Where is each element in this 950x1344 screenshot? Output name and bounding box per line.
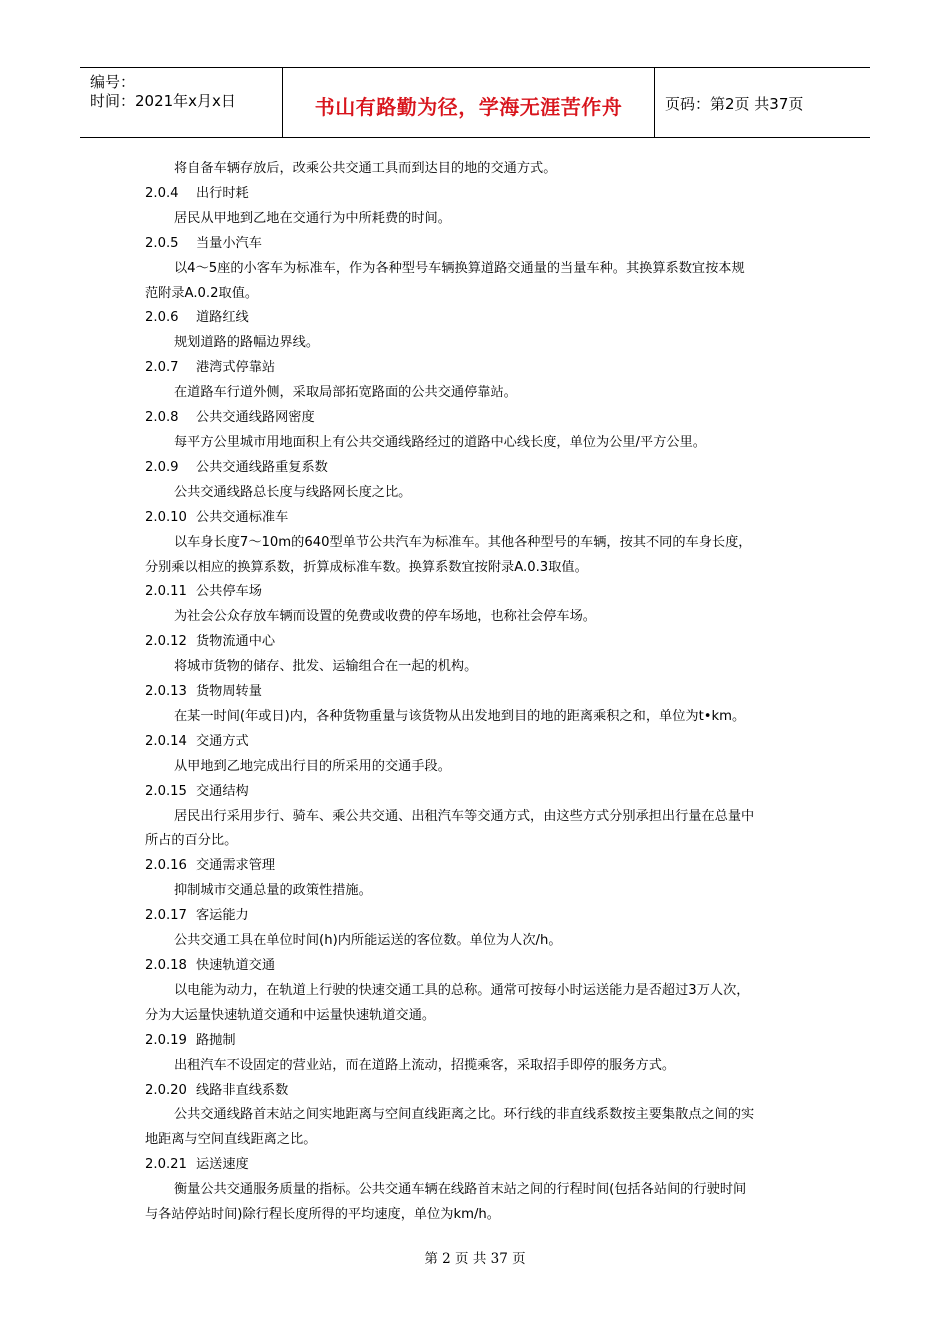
term-heading — [145, 306, 810, 331]
term-title: 交通方式 — [196, 733, 249, 749]
term-title: 交通结构 — [196, 783, 249, 799]
term-heading — [145, 406, 810, 431]
definition-paragraph: 出租汽车不设固定的营业站，而在道路上流动，招揽乘客，采取招手即停的服务方式。 — [174, 1057, 676, 1073]
term-number: 2.0.6 — [145, 310, 179, 326]
term-number: 2.0.9 — [145, 459, 179, 475]
term-number: 2.0.13 — [145, 684, 187, 700]
document-body — [145, 157, 810, 1228]
header-motto: 书山有路勤为径，学海无涯苦作舟 — [314, 95, 623, 119]
definition-paragraph: 每平方公里城市用地面积上有公共交通线路经过的道路中心线长度，单位为公里/平方公里。 — [174, 434, 706, 450]
header-page-info: 页码：第2页 共37页 — [665, 95, 804, 113]
term-heading — [145, 182, 810, 207]
header-page-cell — [655, 68, 870, 137]
definition-continuation: 地距离与空间直线距离之比。 — [145, 1132, 317, 1148]
term-number: 2.0.20 — [145, 1082, 187, 1098]
definition-paragraph: 公共交通工具在单位时间(h)内所能运送的客位数。单位为人次/h。 — [174, 933, 562, 949]
definition-paragraph: 以车身长度7～10m的640型单节公共汽车为标准车。其他各种型号的车辆，按其不同的车身长度， — [174, 534, 752, 550]
page-footer: 第 2 页 共 37 页 — [424, 1251, 526, 1267]
term-heading — [145, 506, 810, 531]
term-number: 2.0.19 — [145, 1032, 187, 1048]
term-title: 公共交通标准车 — [196, 509, 289, 525]
term-heading — [145, 630, 810, 655]
term-number: 2.0.16 — [145, 858, 187, 874]
definition-paragraph: 将城市货物的储存、批发、运输组合在一起的机构。 — [174, 659, 478, 675]
definition-paragraph: 在道路车行道外侧，采取局部拓宽路面的公共交通停靠站。 — [174, 385, 517, 401]
definition-paragraph: 衡量公共交通服务质量的指标。公共交通车辆在线路首末站之间的行程时间(包括各站间的行驶时间 — [174, 1182, 747, 1198]
header-meta-cell — [80, 68, 283, 137]
term-title: 道路红线 — [196, 310, 249, 326]
definition-continuation: 分别乘以相应的换算系数，折算成标准车数。换算系数宜按附录A.0.3取值。 — [145, 559, 588, 575]
term-number: 2.0.12 — [145, 634, 187, 650]
page-header — [80, 67, 870, 138]
term-number: 2.0.21 — [145, 1157, 187, 1173]
term-number: 2.0.7 — [145, 360, 179, 376]
definition-continuation: 范附录A.0.2取值。 — [145, 285, 259, 301]
definition-paragraph: 以4～5座的小客车为标准车，作为各种型号车辆换算道路交通量的当量车种。其换算系数宜按本规 — [174, 260, 745, 276]
term-heading — [145, 580, 810, 605]
term-number: 2.0.8 — [145, 410, 179, 426]
term-heading — [145, 680, 810, 705]
term-title: 公共停车场 — [196, 584, 262, 600]
term-heading — [145, 456, 810, 481]
term-heading — [145, 1029, 810, 1054]
term-heading — [145, 854, 810, 879]
definition-paragraph: 将自备车辆存放后，改乘公共交通工具而到达目的地的交通方式。 — [174, 161, 557, 176]
term-number: 2.0.11 — [145, 584, 187, 600]
date-label: 时间：2021年x月x日 — [90, 92, 236, 110]
definition-paragraph: 为社会公众存放车辆而设置的免费或收费的停车场地，也称社会停车场。 — [174, 609, 596, 625]
term-title: 运送速度 — [196, 1157, 249, 1173]
term-heading — [145, 356, 810, 381]
term-number: 2.0.4 — [145, 185, 179, 201]
definition-paragraph: 公共交通线路首末站之间实地距离与空间直线距离之比。环行线的非直线系数按主要集散点之间的实 — [174, 1107, 755, 1123]
definition-paragraph: 从甲地到乙地完成出行目的所采用的交通手段。 — [174, 758, 451, 774]
definition-paragraph: 居民从甲地到乙地在交通行为中所耗费的时间。 — [174, 210, 451, 226]
definition-continuation: 分为大运量快速轨道交通和中运量快速轨道交通。 — [145, 1007, 436, 1023]
term-title: 当量小汽车 — [196, 235, 262, 251]
term-heading — [145, 730, 810, 755]
term-number: 2.0.14 — [145, 733, 187, 749]
term-heading — [145, 1153, 810, 1178]
definition-paragraph: 抑制城市交通总量的政策性措施。 — [174, 883, 372, 899]
term-number: 2.0.10 — [145, 509, 187, 525]
code-label: 编号： — [90, 73, 136, 91]
term-number: 2.0.5 — [145, 235, 179, 251]
term-number: 2.0.17 — [145, 908, 187, 924]
term-heading — [145, 954, 810, 979]
term-title: 交通需求管理 — [196, 858, 276, 874]
term-title: 公共交通线路网密度 — [196, 410, 315, 426]
definition-paragraph: 居民出行采用步行、骑车、乘公共交通、出租汽车等交通方式，由这些方式分别承担出行量在总量中 — [174, 808, 755, 824]
term-number: 2.0.18 — [145, 958, 187, 973]
definition-paragraph: 规划道路的路幅边界线。 — [174, 335, 320, 351]
term-title: 货物流通中心 — [196, 634, 276, 650]
definition-paragraph: 公共交通线路总长度与线路网长度之比。 — [174, 484, 412, 500]
term-title: 快速轨道交通 — [196, 958, 276, 973]
term-heading — [145, 780, 810, 805]
definition-paragraph: 在某一时间(年或日)内，各种货物重量与该货物从出发地到目的地的距离乘积之和，单位为t•km。 — [174, 708, 746, 724]
term-heading — [145, 904, 810, 929]
term-number: 2.0.15 — [145, 783, 187, 799]
header-motto-cell — [283, 68, 655, 137]
term-title: 出行时耗 — [196, 185, 249, 201]
term-title: 港湾式停靠站 — [196, 360, 276, 376]
term-heading — [145, 1079, 810, 1104]
term-title: 路抛制 — [196, 1032, 236, 1048]
term-title: 客运能力 — [196, 908, 249, 924]
term-heading — [145, 232, 810, 257]
definition-continuation: 与各站停站时间)除行程长度所得的平均速度，单位为km/h。 — [145, 1207, 500, 1223]
term-title: 货物周转量 — [196, 684, 262, 700]
term-title: 线路非直线系数 — [196, 1082, 289, 1098]
term-title: 公共交通线路重复系数 — [196, 459, 328, 475]
definition-continuation: 所占的百分比。 — [145, 833, 238, 849]
definition-paragraph: 以电能为动力，在轨道上行驶的快速交通工具的总称。通常可按每小时运送能力是否超过3万人次， — [174, 982, 750, 998]
